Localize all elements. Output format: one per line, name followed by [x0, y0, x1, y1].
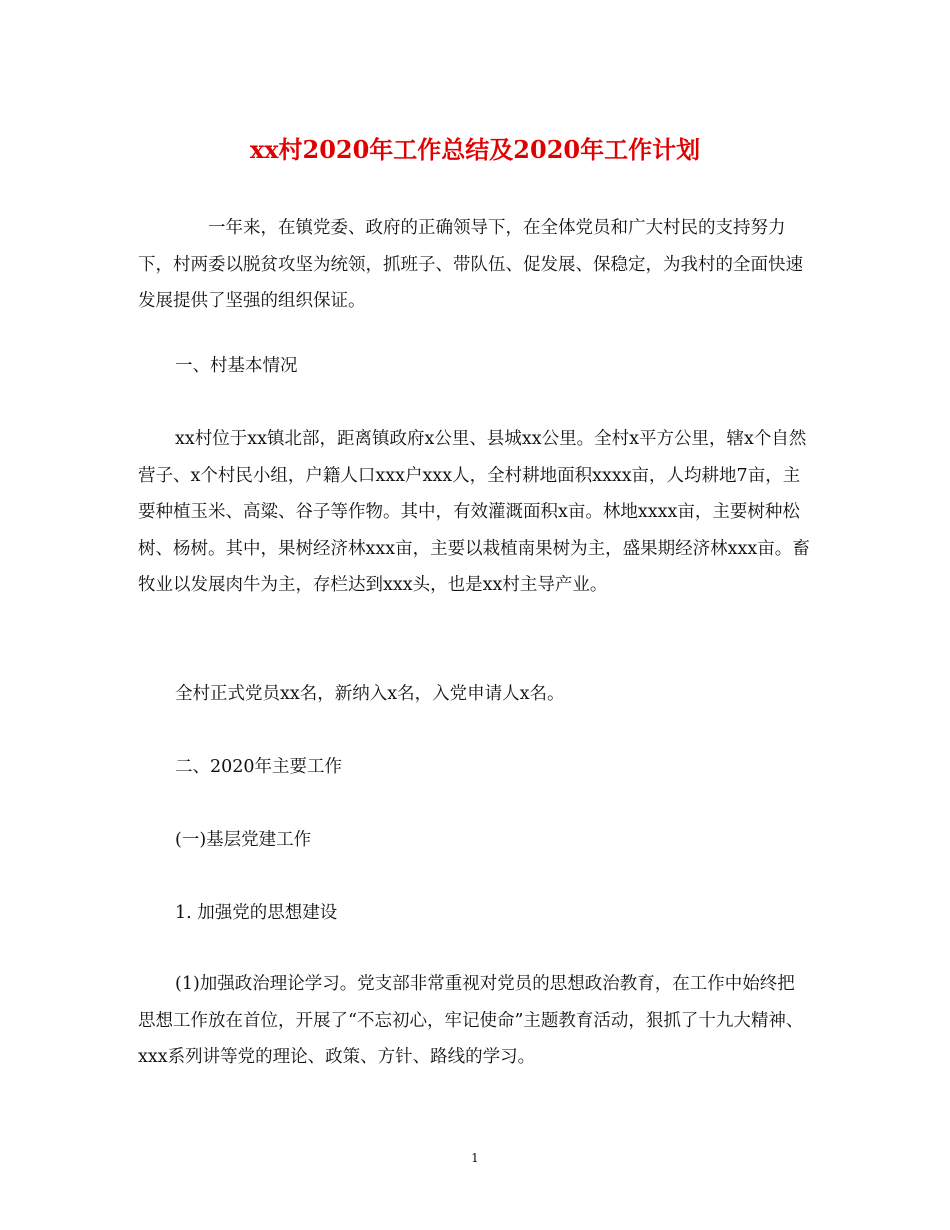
- page-number: 1: [471, 1151, 479, 1165]
- intro-paragraph: 一年来，在镇党委、政府的正确领导下，在全体党员和广大村民的支持努力下，村两委以脱贫攻坚为统领，抓班子、带队伍、促发展、保稳定，为我村的全面快速发展提供了坚强的组织保证。: [138, 218, 803, 311]
- section1-paragraph-2: 全村正式党员xx名，新纳入x名，入党申请人x名。: [175, 684, 565, 704]
- item1-paragraph-1: (1)加强政治理论学习。党支部非常重视对党员的思想政治教育，在工作中始终把思想工作放在首位，开展了“不忘初心，牢记使命”主题教育活动，狠抓了十九大精神、xxx系列讲等党的理论、政策、方针、路线的学习。: [138, 974, 804, 1067]
- subsection1-heading: (一)基层党建工作: [175, 830, 312, 850]
- section1-paragraph-1: xx村位于xx镇北部，距离镇政府x公里、县城xx公里。全村x平方公里，辖x个自然营子、x个村民小组，户籍人口xxx户xxx人，全村耕地面积xxxx亩，人均耕地7亩，主要种植玉米、高粱、谷子等作物。其中，有效灌溉面积x亩。林地xxxx亩，主要树种松树、杨树。其中，果树经济林xxx亩，主要以栽植南果树为主，盛果期经济林xxx亩。畜牧业以发展肉牛为主，存栏达到xxx头，也是xx村主导产业。: [138, 429, 810, 595]
- item1-heading: 1. 加强党的思想建设: [175, 903, 338, 923]
- document-title: xx村2020年工作总结及2020年工作计划: [249, 135, 701, 164]
- section2-heading: 二、2020年主要工作: [175, 757, 343, 777]
- section1-heading: 一、村基本情况: [175, 356, 298, 376]
